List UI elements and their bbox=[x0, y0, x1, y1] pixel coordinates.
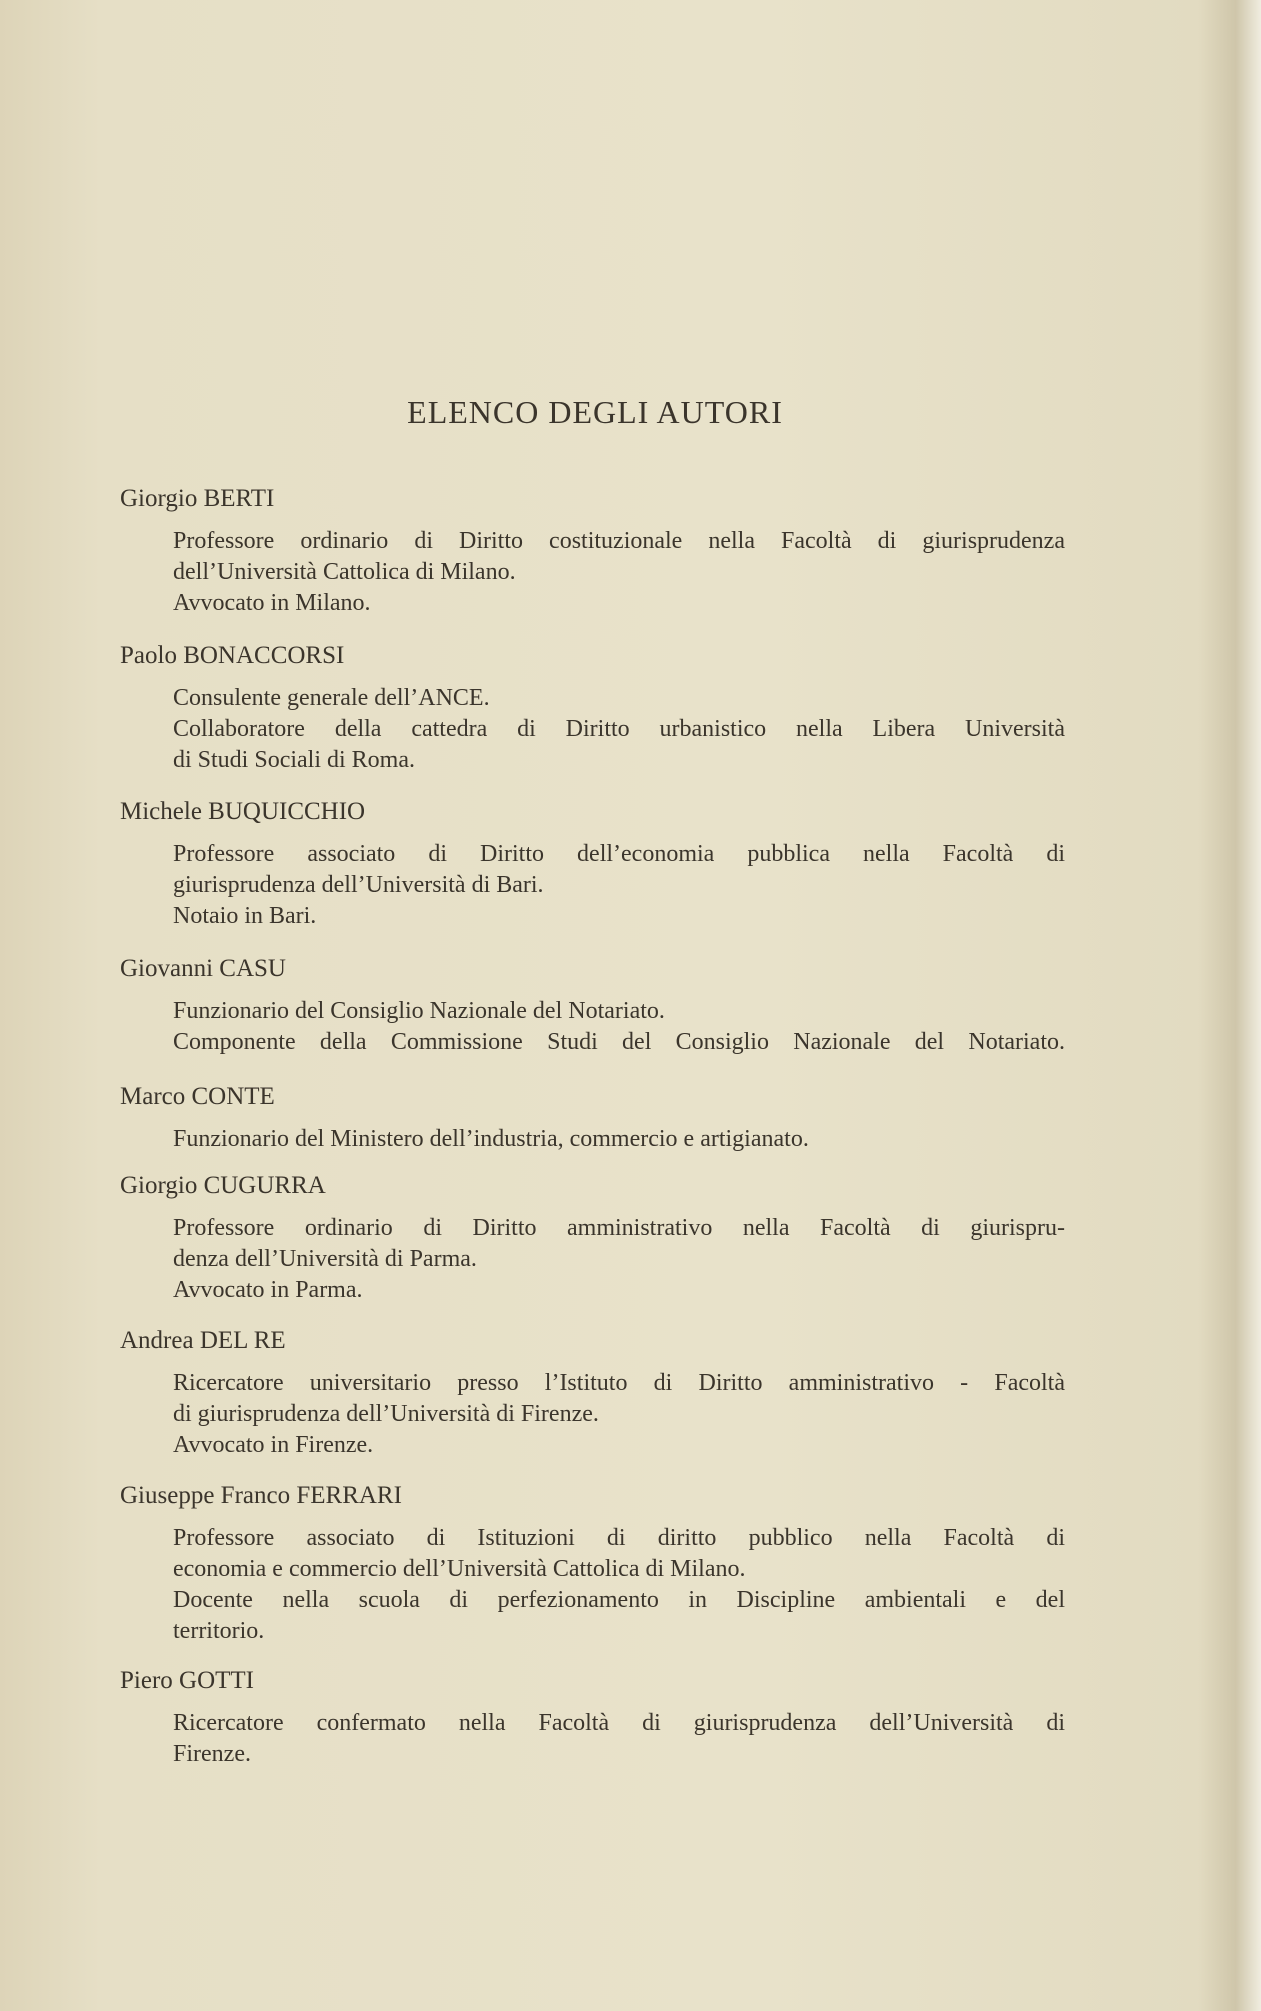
description-line: Avvocato in Firenze. bbox=[173, 1432, 374, 1458]
author-description bbox=[173, 1708, 1065, 1770]
description-line: Notaio in Bari. bbox=[173, 903, 317, 929]
description-line: Professore ordinario di Diritto amministrativo nella Facoltà di giurispru- bbox=[173, 1215, 1065, 1241]
author-name: Marco CONTE bbox=[120, 1083, 275, 1110]
author-description bbox=[173, 1124, 1065, 1155]
author-entry bbox=[120, 1326, 1070, 1461]
author-entry bbox=[120, 641, 1070, 776]
author-description bbox=[173, 839, 1065, 932]
page-title: ELENCO DEGLI AUTORI bbox=[407, 394, 783, 430]
author-description bbox=[173, 996, 1065, 1058]
author-description bbox=[173, 526, 1065, 619]
author-entry bbox=[120, 1481, 1070, 1647]
author-entry bbox=[120, 1171, 1070, 1306]
description-line: Funzionario del Ministero dell’industria, commercio e artigianato. bbox=[173, 1126, 809, 1152]
author-description bbox=[173, 1523, 1065, 1647]
description-line: Ricercatore confermato nella Facoltà di giurisprudenza dell’Università di bbox=[173, 1710, 1065, 1736]
description-line: Professore associato di Istituzioni di diritto pubblico nella Facoltà di bbox=[173, 1525, 1065, 1551]
author-entry bbox=[120, 954, 1070, 1058]
author-name: Giovanni CASU bbox=[120, 955, 286, 982]
description-line: Avvocato in Milano. bbox=[173, 590, 371, 616]
description-line: Funzionario del Consiglio Nazionale del Notariato. bbox=[173, 998, 665, 1024]
author-description bbox=[173, 683, 1065, 776]
description-line: Consulente generale dell’ANCE. bbox=[173, 685, 490, 711]
description-line: Firenze. bbox=[173, 1741, 251, 1767]
author-description bbox=[173, 1213, 1065, 1306]
description-line: economia e commercio dell’Università Cattolica di Milano. bbox=[173, 1556, 746, 1582]
author-name: Giuseppe Franco FERRARI bbox=[120, 1482, 402, 1509]
author-name: Paolo BONACCORSI bbox=[120, 642, 345, 669]
author-entry bbox=[120, 1082, 1070, 1155]
author-name: Giorgio BERTI bbox=[120, 485, 275, 512]
author-name: Piero GOTTI bbox=[120, 1667, 254, 1694]
description-line: Professore ordinario di Diritto costituzionale nella Facoltà di giurisprudenza bbox=[173, 528, 1065, 554]
description-line: di Studi Sociali di Roma. bbox=[173, 747, 416, 773]
description-line: Ricercatore universitario presso l’Istituto di Diritto amministrativo - Facoltà bbox=[173, 1370, 1065, 1396]
author-name: Andrea DEL RE bbox=[120, 1327, 286, 1354]
description-line: Componente della Commissione Studi del Consiglio Nazionale del Notariato. bbox=[173, 1029, 1065, 1055]
description-line: Professore associato di Diritto dell’economia pubblica nella Facoltà di bbox=[173, 841, 1065, 867]
description-line: Avvocato in Parma. bbox=[173, 1277, 363, 1303]
author-name: Giorgio CUGURRA bbox=[120, 1172, 326, 1199]
description-line: territorio. bbox=[173, 1618, 265, 1644]
description-line: giurisprudenza dell’Università di Bari. bbox=[173, 872, 544, 898]
author-entry bbox=[120, 797, 1070, 932]
description-line: Collaboratore della cattedra di Diritto urbanistico nella Libera Università bbox=[173, 716, 1065, 742]
author-description bbox=[173, 1368, 1065, 1461]
description-line: Docente nella scuola di perfezionamento in Discipline ambientali e del bbox=[173, 1587, 1065, 1613]
author-name: Michele BUQUICCHIO bbox=[120, 798, 366, 825]
author-entry bbox=[120, 484, 1070, 619]
description-line: dell’Università Cattolica di Milano. bbox=[173, 559, 516, 585]
description-line: denza dell’Università di Parma. bbox=[173, 1246, 477, 1272]
description-line: di giurisprudenza dell’Università di Firenze. bbox=[173, 1401, 599, 1427]
author-entry bbox=[120, 1666, 1070, 1770]
